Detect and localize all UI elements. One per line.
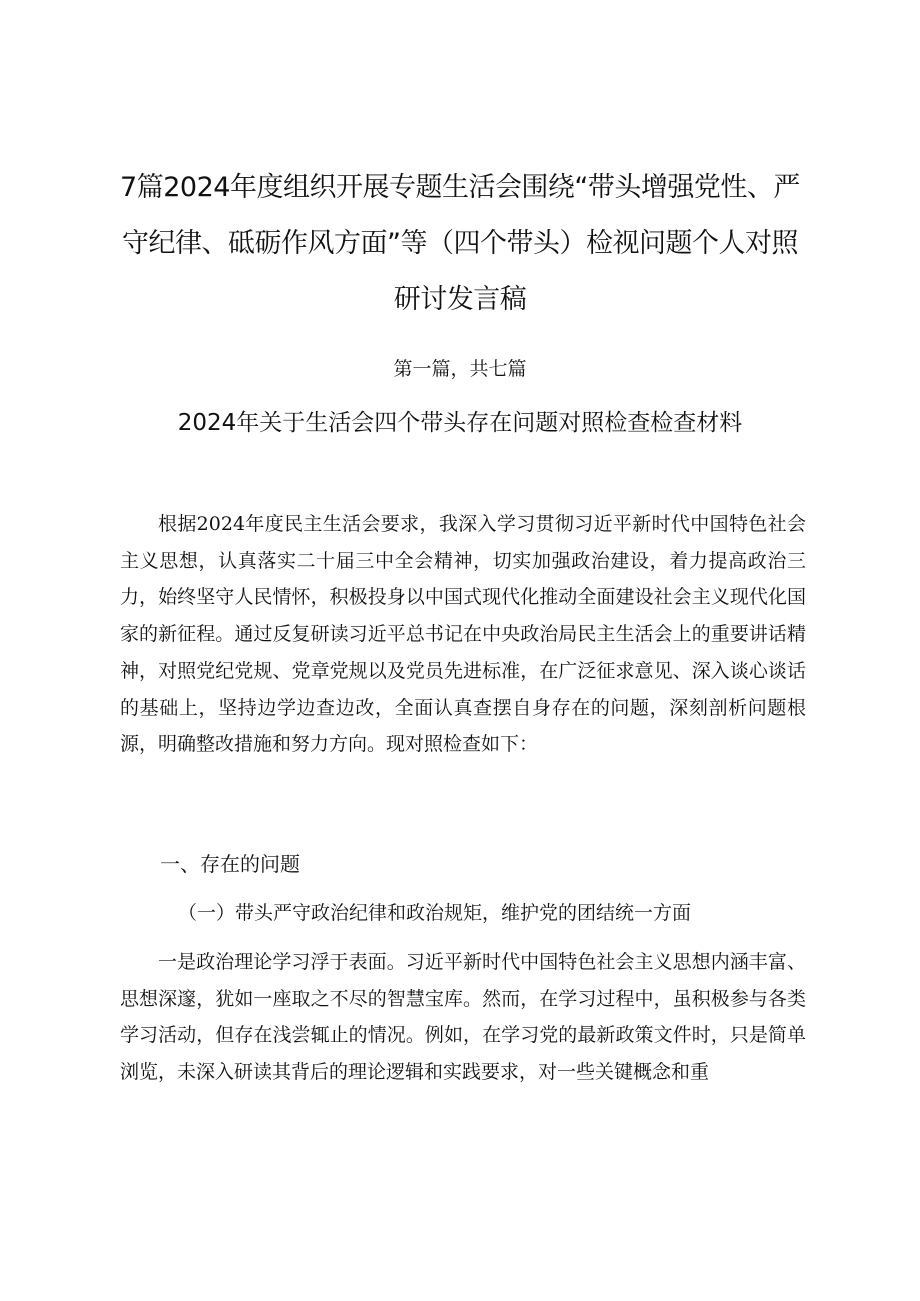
document-title: 7篇2024年度组织开展专题生活会围绕“带头增强党性、严守纪律、砥砺作风方面”等（四个带头）检视问题个人对照研讨发言稿 [120, 172, 800, 315]
intro-paragraph: 根据2024年度民主生活会要求，我深入学习贯彻习近平新时代中国特色社会主义思想，认真落实二十届三中全会精神，切实加强政治建设，着力提高政治三力，始终坚守人民情怀，积极投身以中国式现代化推动全面建设社会主义现代化国家的新征程。通过反复研读习近平总书记在中央政治局民主生活会上的重要讲话精神，对照党纪党规、党章党规以及党员先进标准，在广泛征求意见、深入谈心谈话的基础上，坚持边学边查边改，全面认真查摆自身存在的问题，深刻剖析问题根源，明确整改措施和努力方向。现对照检查如下： [120, 513, 806, 756]
article-title: 2024年关于生活会四个带头存在问题对照检查检查材料 [177, 410, 743, 436]
section-heading: 一、存在的问题 [160, 852, 300, 876]
point-body: 习近平新时代中国特色社会主义思想内涵丰富、思想深邃，犹如一座取之不尽的智慧宝库。然而，在学习过程中，虽积极参与各类学习活动，但存在浅尝辄止的情况。例如，在学习党的最新政策文件时，只是简单浏览，未深入研读其背后的理论逻辑和实践要求，对一些关键概念和重 [120, 951, 806, 1084]
subsection-heading: （一）带头严守政治纪律和政治规矩，维护党的团结统一方面 [178, 902, 692, 924]
point-paragraph [120, 944, 806, 1091]
part-label: 第一篇，共七篇 [393, 358, 527, 380]
point-lead: 一是政治理论学习浮于表面。 [158, 951, 406, 973]
